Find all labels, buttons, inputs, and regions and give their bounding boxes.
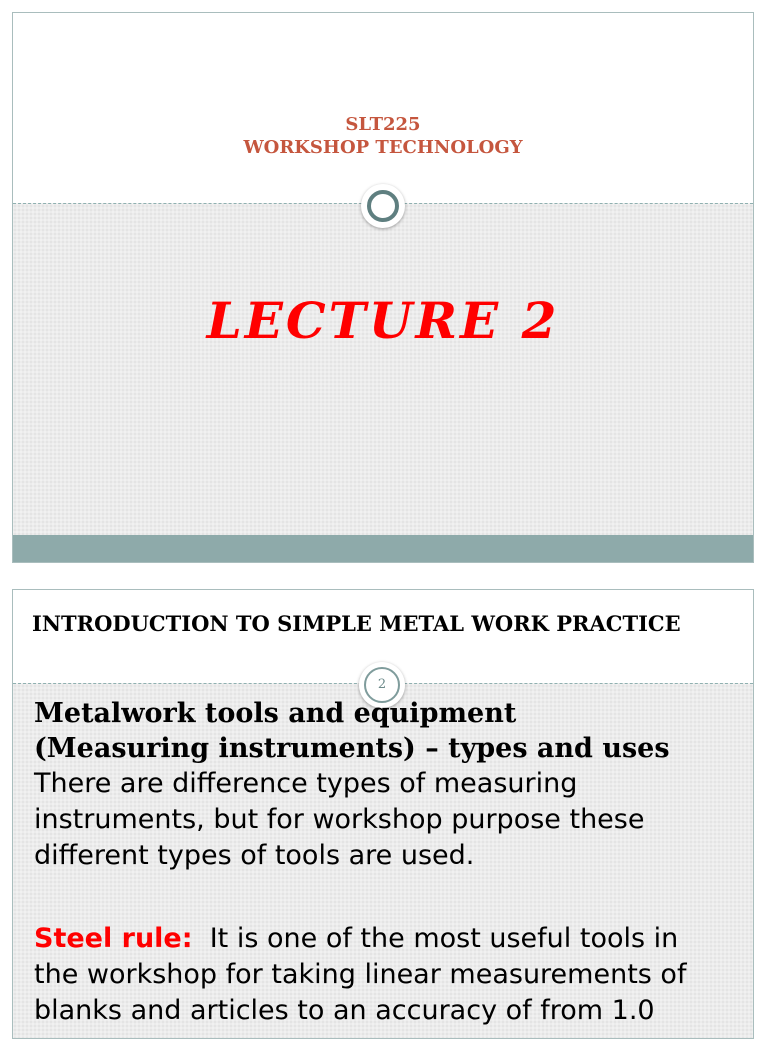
slide-background-pattern — [13, 203, 753, 537]
steel-rule-line-1 — [34, 921, 749, 957]
course-code: SLT225 — [345, 114, 421, 135]
slide-body — [34, 696, 749, 1029]
steel-rule-text-1: It is one of the most useful tools in — [192, 923, 679, 954]
subheading-line-1: Metalwork tools and equipment — [34, 698, 517, 729]
course-title — [13, 113, 753, 159]
footer-band — [13, 535, 753, 562]
spacer — [34, 874, 749, 921]
steel-rule-line-2: the workshop for taking linear measurements of — [34, 959, 687, 990]
circle-divider-icon — [361, 184, 405, 228]
subheading-line-2: (Measuring instruments) – types and uses — [34, 733, 670, 764]
steel-rule-paragraph — [34, 921, 749, 1029]
intro-line-2: instruments, but for workshop purpose these — [34, 804, 645, 835]
content-slide — [12, 589, 754, 1039]
steel-rule-line-3: blanks and articles to an accuracy of from 1.0 — [34, 995, 655, 1026]
lecture-title: LECTURE 2 — [206, 291, 560, 350]
ring-icon — [367, 190, 399, 222]
intro-line-1: There are difference types of measuring — [34, 768, 578, 799]
slide-heading: INTRODUCTION TO SIMPLE METAL WORK PRACTICE — [32, 611, 681, 636]
intro-line-3: different types of tools are used. — [34, 840, 475, 871]
intro-paragraph — [34, 766, 749, 874]
title-slide — [12, 12, 754, 563]
page-number: 2 — [364, 667, 400, 703]
course-name: WORKSHOP TECHNOLOGY — [243, 137, 523, 158]
steel-rule-label: Steel rule: — [34, 923, 193, 954]
